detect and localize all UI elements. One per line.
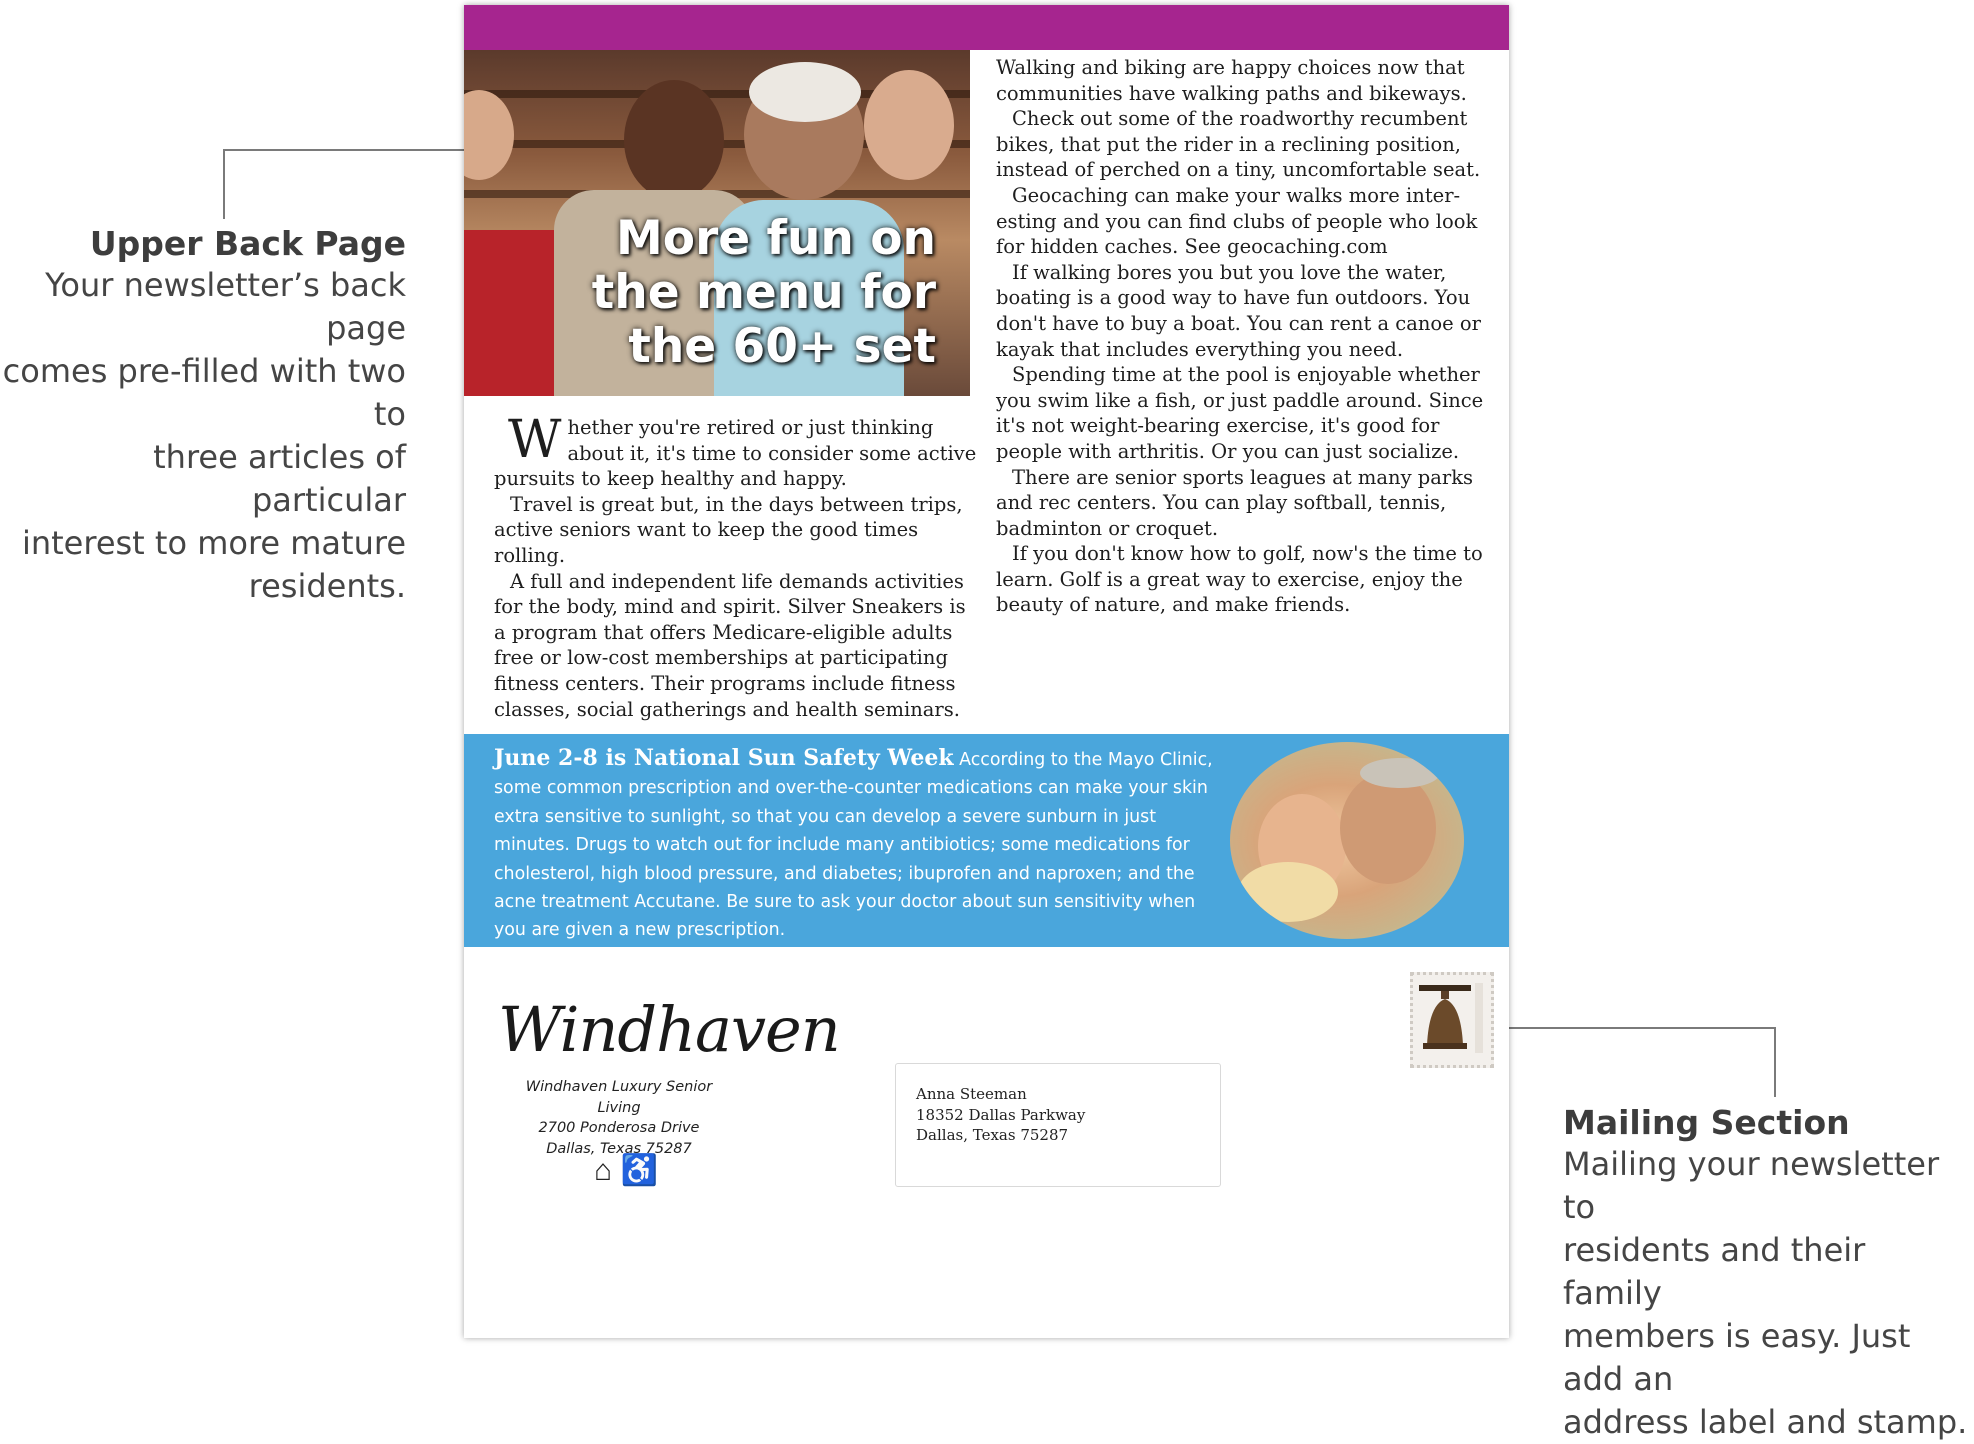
article-paragraph: Walking and biking are happy choices now that communities have walking paths and bikeways. — [996, 56, 1467, 105]
callout-mailing-line: address label and stamp. — [1563, 1403, 1968, 1441]
compliance-icons — [594, 1153, 658, 1188]
callout-mailing-section — [1563, 1103, 1974, 1444]
hero-title-line: the 60+ set — [628, 319, 936, 374]
callout-connector-mailing-vertical — [1774, 1027, 1776, 1097]
callout-mailing-line: Mailing your newsletter to — [1563, 1145, 1940, 1226]
hero-photo — [464, 50, 970, 396]
hero-person-woman-hair — [749, 62, 861, 122]
return-address-line: Windhaven Luxury Senior Living — [525, 1079, 713, 1116]
callout-upper-back-page — [0, 224, 406, 608]
article-paragraph: Check out some of the roadworthy recumbent bikes, that put the rider in a reclining position, instead of perched on a tiny, uncomfortable seat. — [996, 107, 1481, 182]
sun-safety-photo — [1230, 742, 1464, 939]
equal-housing-icon: ⌂ — [594, 1154, 613, 1187]
callout-upper-line: comes pre-filled with two to — [2, 352, 406, 433]
callout-upper-line: interest to more mature — [21, 524, 406, 562]
callout-upper-title: Upper Back Page — [89, 224, 406, 263]
recipient-line: 18352 Dallas Parkway — [916, 1105, 1086, 1124]
dropcap: W — [508, 410, 562, 470]
hero-person-left — [464, 90, 514, 180]
article-paragraph: There are senior sports leagues at many parks and rec centers. You can play softball, tennis, badminton or croquet. — [996, 465, 1474, 540]
newsletter-back-page — [464, 5, 1509, 1338]
callout-mailing-line: members is easy. Just add an — [1563, 1317, 1911, 1398]
callout-connector-upper-horizontal — [223, 149, 464, 151]
photo-face-right — [1340, 772, 1436, 884]
article-paragraph: Geocaching can make your walks more inter-esting and you can find clubs of people who look for hidden caches. See geocaching.com — [996, 183, 1478, 259]
article-paragraph: If walking bores you but you love the water, boating is a good way to have fun outdoors. You don't have to buy a boat. You can rent a canoe or kayak that includes everything you need. — [996, 260, 1481, 361]
callout-mailing-title: Mailing Section — [1563, 1103, 1850, 1142]
callout-mailing-line: residents and their family — [1563, 1231, 1866, 1312]
article-paragraph — [494, 410, 980, 492]
recipient-line: Dallas, Texas 75287 — [916, 1126, 1069, 1144]
article-paragraph-text: hether you're retired or just thinking about it, it's time to consider some active pursuits to keep healthy and happy. — [494, 416, 977, 491]
recipient-line: Anna Steeman — [916, 1085, 1027, 1103]
address-label — [895, 1063, 1221, 1187]
hero-title-line: the menu for — [591, 265, 936, 320]
hero-person-man — [624, 80, 724, 200]
article-right-column — [996, 55, 1488, 618]
article-paragraph: A full and independent life demands activities for the body, mind and spirit. Silver Sneakers is a program that offers Medicare-eligible adults free or low-cost memberships at participating fitness centers. Their programs include fitness classes, social gatherings and health seminars. — [494, 569, 966, 721]
sun-safety-text — [494, 744, 1228, 945]
callout-connector-upper-vertical — [223, 149, 225, 219]
sun-safety-title: June 2-8 is National Sun Safety Week — [494, 745, 954, 771]
return-address-line: Dallas, Texas 75287 — [546, 1140, 692, 1157]
return-address — [504, 1077, 734, 1159]
recipient-address — [916, 1084, 1085, 1146]
hero-person-right — [864, 70, 954, 180]
hero-dress-red — [464, 230, 554, 396]
return-address-line: 2700 Ponderosa Drive — [538, 1120, 700, 1136]
hero-title-line: More fun on — [616, 211, 936, 266]
article-paragraph: Travel is great but, in the days between trips, active seniors want to keep the good times rolling. — [494, 492, 963, 567]
article-paragraph: If you don't know how to golf, now's the time to learn. Golf is a great way to exercise, enjoy the beauty of nature, and make friends. — [996, 542, 1483, 617]
photo-hair-left — [1238, 862, 1338, 922]
hero-title — [592, 212, 936, 374]
top-color-bar — [464, 5, 1509, 50]
article-paragraph: Spending time at the pool is enjoyable whether you swim like a fish, or just paddle around. Since it's not weight-bearing exercise, it's good for people with arthritis. Or you can just socialize. — [996, 363, 1484, 463]
windhaven-logo: Windhaven — [498, 993, 840, 1066]
photo-hair-right — [1360, 758, 1440, 788]
liberty-bell-icon — [1413, 975, 1491, 1065]
callout-upper-line: three articles of particular — [153, 438, 406, 519]
callout-upper-line: Your newsletter’s back page — [45, 266, 406, 347]
article-left-column — [494, 410, 980, 722]
callout-connector-mailing-horizontal — [1509, 1027, 1776, 1029]
postage-stamp — [1410, 972, 1494, 1068]
sun-safety-body: According to the Mayo Clinic, some common prescription and over-the-counter medications can make your skin extra sensitive to sunlight, so that you can develop a severe sunburn in just minutes. Drugs to watch out for include many antibiotics; some medications for cholesterol, high blood pressure, and diabetes; ibuprofen and naproxen; and the acne treatment Accutane. Be sure to ask your doctor about sun sensitivity when you are given a new prescription. — [494, 750, 1213, 941]
callout-upper-line: residents. — [248, 567, 406, 605]
wheelchair-accessible-icon: ♿ — [620, 1154, 658, 1187]
sun-safety-band — [464, 734, 1509, 947]
